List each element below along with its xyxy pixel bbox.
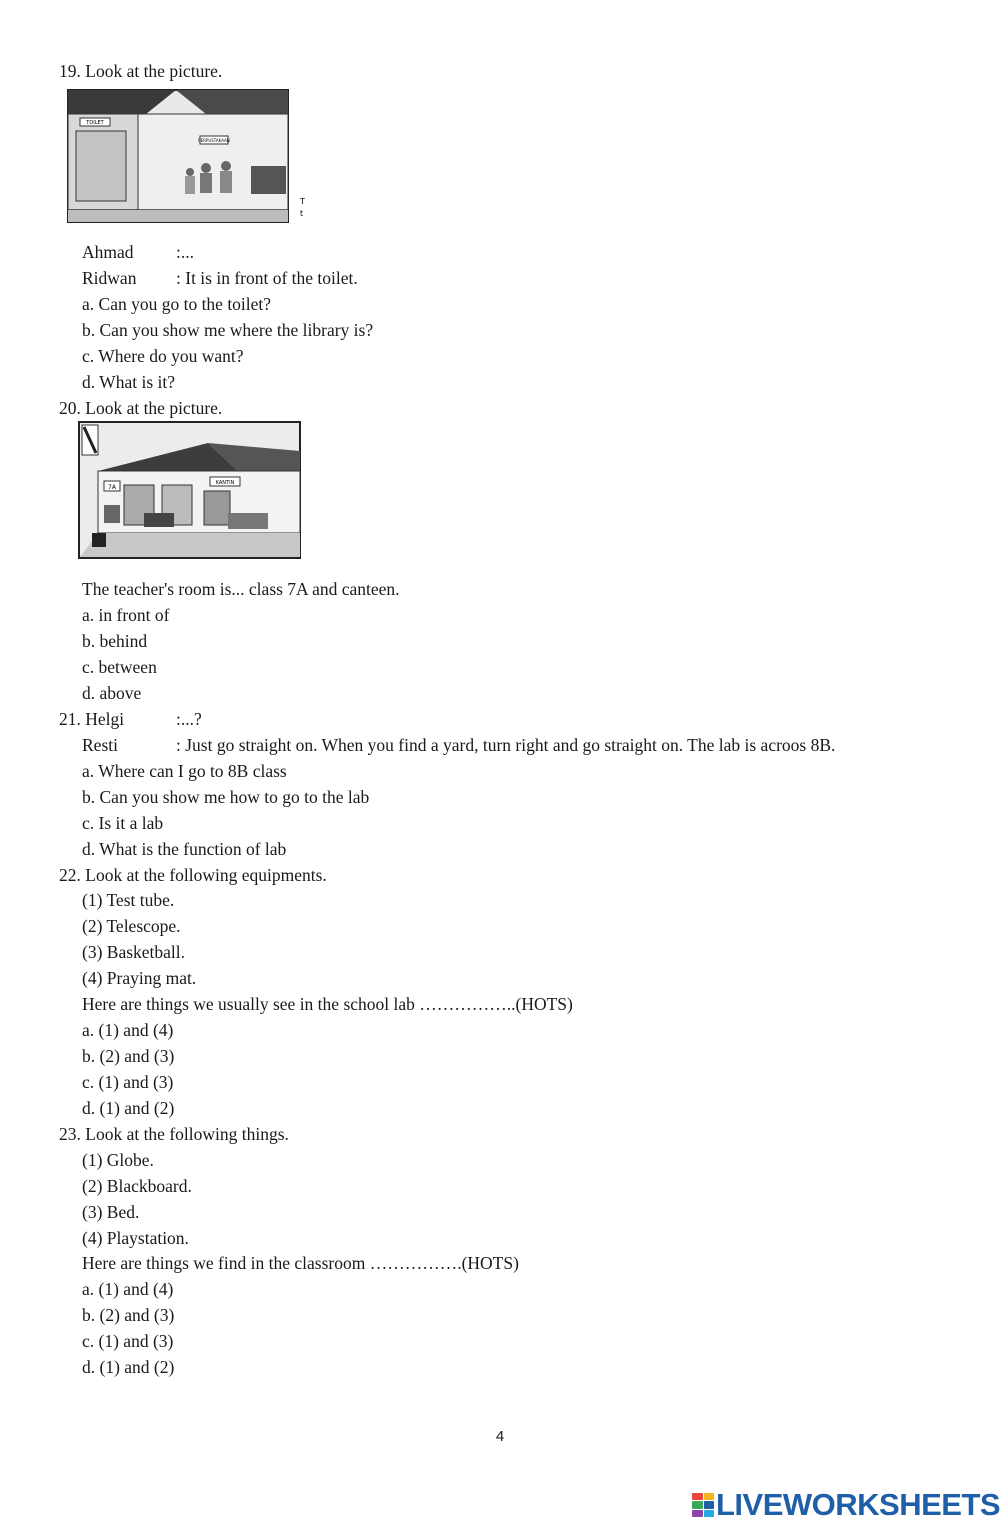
q23-item-3: (3) Bed. [82,1202,140,1222]
speaker-line: : It is in front of the toilet. [176,268,358,288]
q19-option-a: a. Can you go to the toilet? [82,294,272,314]
q22-item-4: (4) Praying mat. [82,968,197,988]
page-number: 4 [495,1428,505,1445]
q23-stem: Here are things we find in the classroom …………….(HOTS) [82,1253,519,1273]
q22-option-a: a. (1) and (4) [82,1020,174,1040]
q21-dialog-helgi [59,708,202,730]
speaker-name: Ahmad [82,242,134,262]
q23-option-b: b. (2) and (3) [82,1305,175,1325]
q19-option-b: b. Can you show me where the library is? [82,320,374,340]
q19-side-text-1: T [300,197,305,206]
q20-sign-canteen: KANTIN [215,480,235,486]
q23-title: 23. Look at the following things. [59,1124,289,1144]
speaker-line: :...? [176,709,202,729]
speaker-name: 21. Helgi [59,709,125,729]
q21-option-d: d. What is the function of lab [82,839,287,859]
speaker-line: : Just go straight on. When you find a yard, turn right and go straight on. The lab is acroos 8B. [176,735,836,755]
q20-sign-7a: 7A [108,484,116,491]
q19-picture [66,86,310,228]
speaker-name: Ridwan [82,268,137,288]
q20-option-d: d. above [82,683,142,703]
q19-sign-library: PERPUSTAKAAN [198,138,230,143]
logo-blocks-icon [692,1493,714,1517]
q22-item-3: (3) Basketball. [82,942,186,962]
q19-option-d: d. What is it? [82,372,175,392]
q22-item-2: (2) Telescope. [82,916,181,936]
q22-option-c: c. (1) and (3) [82,1072,174,1092]
q19-dialog-ridwan [82,267,358,289]
q20-option-b: b. behind [82,631,148,651]
q22-item-1: (1) Test tube. [82,890,175,910]
q21-dialog-resti [82,734,835,756]
q19-sign-toilet: TOILET [86,120,104,126]
q23-option-a: a. (1) and (4) [82,1279,174,1299]
q20-option-a: a. in front of [82,605,170,625]
q19-title: 19. Look at the picture. [59,61,223,81]
q21-option-c: c. Is it a lab [82,813,164,833]
q21-option-b: b. Can you show me how to go to the lab [82,787,370,807]
q23-item-2: (2) Blackboard. [82,1176,192,1196]
q22-stem: Here are things we usually see in the school lab ……………..(HOTS) [82,994,573,1014]
q23-option-c: c. (1) and (3) [82,1331,174,1351]
q20-title: 20. Look at the picture. [59,398,223,418]
q22-option-b: b. (2) and (3) [82,1046,175,1066]
q19-dialog-ahmad [82,241,194,263]
q23-item-4: (4) Playstation. [82,1228,189,1248]
q20-stem: The teacher's room is... class 7A and canteen. [82,579,400,599]
q22-title: 22. Look at the following equipments. [59,865,327,885]
q21-option-a: a. Where can I go to 8B class [82,761,287,781]
q19-option-c: c. Where do you want? [82,346,244,366]
q19-side-text-2: t [300,209,304,218]
speaker-line: :... [176,242,194,262]
q22-option-d: d. (1) and (2) [82,1098,175,1118]
q23-option-d: d. (1) and (2) [82,1357,175,1377]
q20-option-c: c. between [82,657,157,677]
logo-text: LIVEWORKSHEETS [716,1487,1000,1522]
q20-picture [78,421,302,561]
q23-item-1: (1) Globe. [82,1150,154,1170]
liveworksheets-logo [692,1487,1000,1523]
speaker-name: Resti [82,735,118,755]
